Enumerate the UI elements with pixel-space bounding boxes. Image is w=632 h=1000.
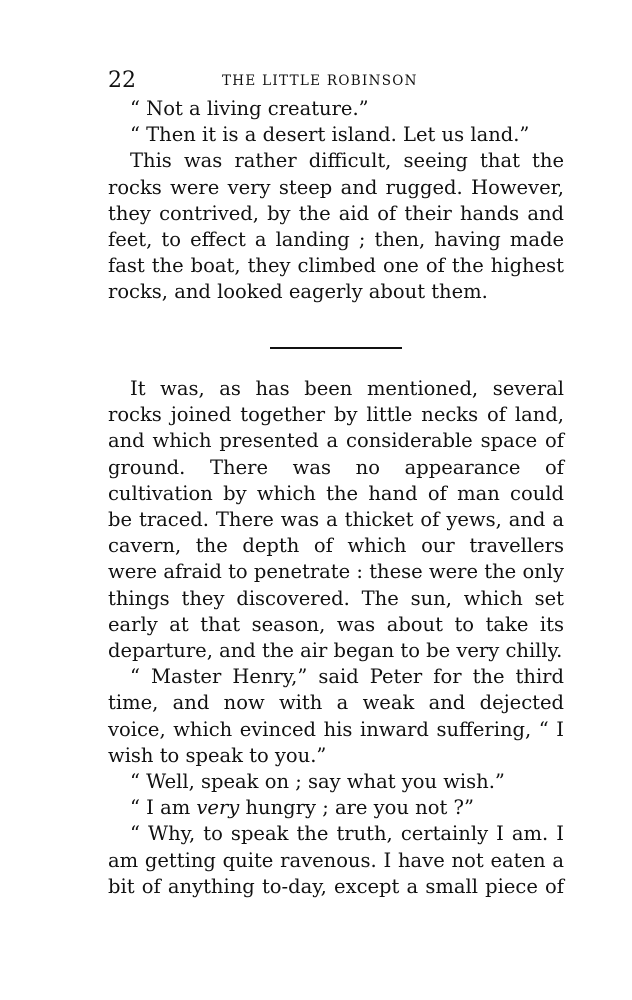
paragraph: “ Well, speak on ; say what you wish.” [130,770,505,794]
page-header [108,66,564,96]
section-divider [270,347,402,349]
paragraph [108,795,564,821]
running-head: THE LITTLE ROBINSON [222,73,418,89]
paragraph: It was, as has been mentioned, several rocks joined together by little necks of land, and which presented a considerable space of ground. There was no appearance of cultivation by which the hand of man could be traced. There was a thicket of yews, and a cavern, the depth of which our travellers were afraid to penetrate : these were the only things they discovered. The sun, which set early at that season, was about to take its departure, and the air began to be very chilly. [108,377,564,663]
emphasized-word: very [196,796,240,820]
paragraph: “ Why, to speak the truth, certainly I am. I am getting quite ravenous. I have not eaten a bit of anything to-day, except a small piece of [108,822,564,898]
text-run: “ I am [130,796,197,820]
paragraph: This was rather difficult, seeing that the rocks were very steep and rugged. However, they contrived, by the aid of their hands and feet, to effect a landing ; then, having made fast the boat, they climbed one of the highest rocks, and looked eagerly about them. [108,149,564,304]
paragraph: “ Then it is a desert island. Let us land.” [130,123,530,147]
paragraph: “ Master Henry,” said Peter for the third time, and now with a weak and dejected voice, which evinced his inward suffering, “ I wish to speak to you.” [108,665,564,767]
paragraph: “ Not a living creature.” [130,97,369,120]
text-section-2 [108,376,564,900]
page-number: 22 [108,68,136,93]
text-section-1 [108,96,564,306]
text-run: hungry ; are you not ?” [239,796,474,820]
